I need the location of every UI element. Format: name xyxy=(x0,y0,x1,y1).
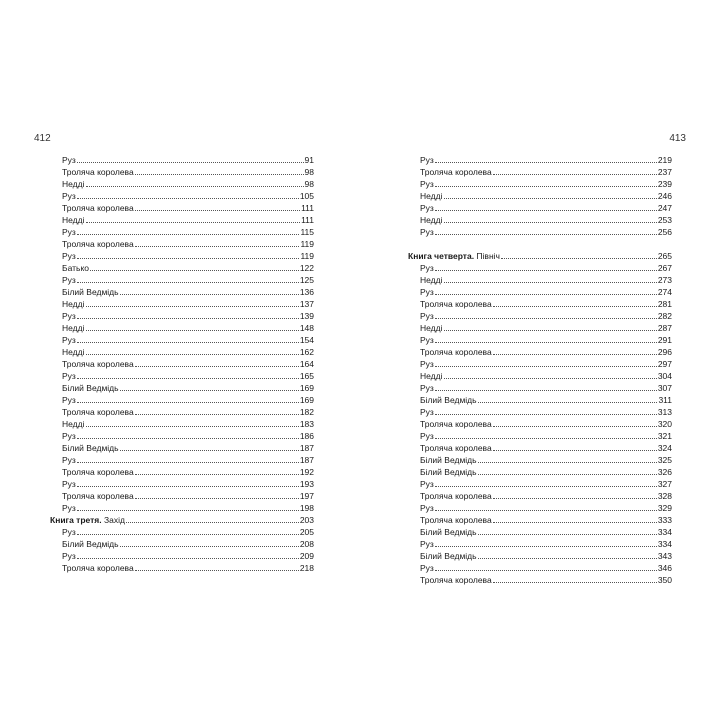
dot-leader xyxy=(435,270,657,271)
dot-leader xyxy=(120,546,299,547)
toc-entry-page: 187 xyxy=(299,443,314,453)
toc-entry-page: 281 xyxy=(657,299,672,309)
toc-entry xyxy=(408,286,672,298)
toc-entry-title: Недді xyxy=(62,323,85,333)
toc-entry-title: Недді xyxy=(420,371,443,381)
toc-entry-page: 209 xyxy=(299,551,314,561)
dot-leader xyxy=(86,426,299,427)
toc-entry xyxy=(50,334,314,346)
toc-entry xyxy=(408,430,672,442)
toc-entry-title: Руз xyxy=(420,155,434,165)
toc-entry-title: Руз xyxy=(62,455,76,465)
toc-entry xyxy=(50,238,314,250)
dot-leader xyxy=(493,306,657,307)
toc-entry xyxy=(408,334,672,346)
toc-entry xyxy=(50,322,314,334)
section-title xyxy=(408,250,500,262)
toc-entry-page: 291 xyxy=(657,335,672,345)
toc-entry xyxy=(408,370,672,382)
page-number: 412 xyxy=(34,133,51,144)
toc-entry-page: 111 xyxy=(301,215,314,225)
dot-leader xyxy=(435,342,657,343)
toc-entry-title: Троляча королева xyxy=(420,491,492,501)
toc-entry xyxy=(50,538,314,550)
dot-leader xyxy=(435,186,657,187)
toc-entry-title: Троляча королева xyxy=(420,515,492,525)
toc-entry-page: 148 xyxy=(299,323,314,333)
section-spacer xyxy=(408,238,672,250)
toc-entry-title: Руз xyxy=(420,203,434,213)
toc-entry xyxy=(50,454,314,466)
dot-leader xyxy=(493,426,657,427)
toc-entry-title: Троляча королева xyxy=(420,347,492,357)
dot-leader xyxy=(86,354,299,355)
toc-entry-page: 169 xyxy=(299,383,314,393)
toc-entry-title: Руз xyxy=(62,275,76,285)
toc-entry-page: 325 xyxy=(657,455,672,465)
toc-entry xyxy=(50,394,314,406)
toc-entry-title: Руз xyxy=(420,431,434,441)
dot-leader xyxy=(77,162,304,163)
toc-entry xyxy=(408,178,672,190)
toc-entry-title: Білий Ведмідь xyxy=(420,467,477,477)
toc-entry-title: Руз xyxy=(62,335,76,345)
toc-entry xyxy=(408,562,672,574)
dot-leader xyxy=(444,198,657,199)
toc-entry-title: Руз xyxy=(62,227,76,237)
toc-entry xyxy=(50,178,314,190)
toc-entry-page: 105 xyxy=(299,191,314,201)
toc-list xyxy=(408,154,672,586)
toc-entry xyxy=(408,538,672,550)
dot-leader xyxy=(77,438,299,439)
toc-entry xyxy=(408,514,672,526)
dot-leader xyxy=(435,162,657,163)
toc-entry-title: Недді xyxy=(420,275,443,285)
toc-entry-title: Білий Ведмідь xyxy=(420,527,477,537)
dot-leader xyxy=(493,174,657,175)
toc-entry-page: 296 xyxy=(657,347,672,357)
toc-entry-title: Троляча королева xyxy=(62,167,134,177)
toc-entry-page: 256 xyxy=(657,227,672,237)
toc-entry xyxy=(50,526,314,538)
toc-entry-page: 183 xyxy=(299,419,314,429)
dot-leader xyxy=(126,522,299,523)
toc-entry-page: 287 xyxy=(657,323,672,333)
toc-entry-page: 182 xyxy=(299,407,314,417)
toc-entry-title: Руз xyxy=(420,503,434,513)
dot-leader xyxy=(77,486,299,487)
toc-entry-title: Білий Ведмідь xyxy=(62,539,119,549)
toc-entry-title: Недді xyxy=(62,215,85,225)
dot-leader xyxy=(77,198,299,199)
section-title-bold: Книга третя. xyxy=(50,515,102,525)
toc-entry-title: Троляча королева xyxy=(62,203,134,213)
toc-entry xyxy=(408,226,672,238)
toc-entry-title: Руз xyxy=(420,407,434,417)
dot-leader xyxy=(435,570,657,571)
toc-entry-title: Руз xyxy=(420,263,434,273)
toc-entry-title: Білий Ведмідь xyxy=(62,443,119,453)
toc-entry-page: 198 xyxy=(299,503,314,513)
toc-entry-title: Білий Ведмідь xyxy=(420,455,477,465)
toc-entry-page: 111 xyxy=(301,203,314,213)
section-title-rest: Північ xyxy=(474,251,500,261)
dot-leader xyxy=(435,366,657,367)
toc-entry-page: 197 xyxy=(299,491,314,501)
toc-entry-title: Руз xyxy=(62,371,76,381)
dot-leader xyxy=(77,510,299,511)
toc-entry-page: 350 xyxy=(657,575,672,585)
toc-entry-page: 334 xyxy=(657,539,672,549)
toc-entry-title: Недді xyxy=(420,191,443,201)
toc-entry xyxy=(408,154,672,166)
toc-entry-title: Руз xyxy=(62,431,76,441)
toc-entry-title: Троляча королева xyxy=(62,359,134,369)
dot-leader xyxy=(435,234,657,235)
dot-leader xyxy=(77,462,299,463)
toc-entry-title: Білий Ведмідь xyxy=(420,395,477,405)
dot-leader xyxy=(120,294,299,295)
toc-entry xyxy=(50,166,314,178)
toc-entry xyxy=(50,406,314,418)
dot-leader xyxy=(77,558,299,559)
toc-entry xyxy=(50,274,314,286)
toc-entry-page: 139 xyxy=(299,311,314,321)
toc-entry-page: 307 xyxy=(657,383,672,393)
right-page xyxy=(360,0,720,720)
toc-list xyxy=(50,154,314,574)
toc-entry xyxy=(50,478,314,490)
toc-entry-page: 247 xyxy=(657,203,672,213)
toc-entry xyxy=(50,370,314,382)
dot-leader xyxy=(493,354,657,355)
dot-leader xyxy=(77,378,299,379)
dot-leader xyxy=(493,522,657,523)
toc-entry-page: 334 xyxy=(657,527,672,537)
dot-leader xyxy=(444,330,657,331)
toc-entry-page: 343 xyxy=(657,551,672,561)
toc-entry-title: Руз xyxy=(420,539,434,549)
toc-entry xyxy=(50,550,314,562)
toc-entry-page: 327 xyxy=(657,479,672,489)
toc-entry-title: Руз xyxy=(62,503,76,513)
toc-entry-page: 205 xyxy=(299,527,314,537)
toc-entry-page: 237 xyxy=(657,167,672,177)
toc-entry-title: Руз xyxy=(62,251,76,261)
toc-entry-title: Недді xyxy=(420,215,443,225)
toc-entry-page: 219 xyxy=(657,155,672,165)
toc-entry-title: Білий Ведмідь xyxy=(62,383,119,393)
toc-entry-title: Троляча королева xyxy=(62,239,134,249)
dot-leader xyxy=(435,210,657,211)
dot-leader xyxy=(86,306,299,307)
dot-leader xyxy=(90,270,299,271)
toc-entry xyxy=(50,214,314,226)
toc-entry-page: 208 xyxy=(299,539,314,549)
toc-entry-page: 246 xyxy=(657,191,672,201)
toc-entry-title: Троляча королева xyxy=(420,443,492,453)
dot-leader xyxy=(86,222,301,223)
toc-entry-page: 324 xyxy=(657,443,672,453)
dot-leader xyxy=(135,570,299,571)
toc-entry-page: 169 xyxy=(299,395,314,405)
toc-entry-title: Руз xyxy=(62,155,76,165)
dot-leader xyxy=(444,378,657,379)
toc-entry-page: 98 xyxy=(304,167,314,177)
dot-leader xyxy=(77,258,300,259)
section-page: 265 xyxy=(657,251,672,261)
toc-entry-page: 346 xyxy=(657,563,672,573)
toc-entry xyxy=(408,190,672,202)
toc-entry-page: 192 xyxy=(299,467,314,477)
section-page: 203 xyxy=(299,515,314,525)
dot-leader xyxy=(86,186,304,187)
toc-entry xyxy=(408,166,672,178)
toc-entry-title: Недді xyxy=(62,179,85,189)
toc-entry-page: 136 xyxy=(299,287,314,297)
toc-entry xyxy=(408,478,672,490)
toc-entry-title: Троляча королева xyxy=(62,407,134,417)
toc-entry-page: 273 xyxy=(657,275,672,285)
toc-entry xyxy=(408,310,672,322)
toc-entry xyxy=(408,202,672,214)
toc-entry xyxy=(408,274,672,286)
toc-entry xyxy=(408,262,672,274)
dot-leader xyxy=(478,462,657,463)
dot-leader xyxy=(86,330,299,331)
toc-entry-page: 186 xyxy=(299,431,314,441)
dot-leader xyxy=(444,222,657,223)
toc-entry xyxy=(408,214,672,226)
dot-leader xyxy=(77,534,299,535)
dot-leader xyxy=(444,282,657,283)
dot-leader xyxy=(135,174,304,175)
dot-leader xyxy=(77,342,299,343)
toc-entry-title: Троляча королева xyxy=(62,491,134,501)
toc-entry-title: Недді xyxy=(62,419,85,429)
toc-entry-title: Недді xyxy=(420,323,443,333)
toc-entry-title: Троляча королева xyxy=(62,563,134,573)
toc-entry xyxy=(50,190,314,202)
toc-entry xyxy=(50,418,314,430)
toc-entry-page: 328 xyxy=(657,491,672,501)
dot-leader xyxy=(135,366,299,367)
toc-entry xyxy=(408,358,672,370)
toc-entry-title: Руз xyxy=(420,311,434,321)
toc-entry-page: 119 xyxy=(300,251,314,261)
toc-entry-page: 239 xyxy=(657,179,672,189)
toc-entry-title: Білий Ведмідь xyxy=(420,551,477,561)
toc-entry-page: 137 xyxy=(299,299,314,309)
toc-entry xyxy=(408,418,672,430)
toc-entry xyxy=(50,382,314,394)
toc-entry-title: Руз xyxy=(420,287,434,297)
dot-leader xyxy=(435,390,657,391)
dot-leader xyxy=(435,546,657,547)
toc-entry xyxy=(408,526,672,538)
toc-entry-title: Руз xyxy=(420,335,434,345)
toc-entry-page: 193 xyxy=(299,479,314,489)
toc-entry-page: 329 xyxy=(657,503,672,513)
dot-leader xyxy=(478,534,657,535)
dot-leader xyxy=(478,474,657,475)
dot-leader xyxy=(478,402,658,403)
toc-entry-page: 218 xyxy=(299,563,314,573)
toc-entry-title: Руз xyxy=(62,311,76,321)
toc-entry xyxy=(50,226,314,238)
toc-entry-page: 320 xyxy=(657,419,672,429)
toc-entry-title: Троляча королева xyxy=(62,467,134,477)
toc-entry-title: Руз xyxy=(62,191,76,201)
toc-entry-title: Троляча королева xyxy=(420,419,492,429)
toc-entry-title: Троляча королева xyxy=(420,575,492,585)
dot-leader xyxy=(435,510,657,511)
dot-leader xyxy=(493,498,657,499)
toc-entry-page: 122 xyxy=(299,263,314,273)
toc-entry xyxy=(50,202,314,214)
toc-entry-page: 98 xyxy=(304,179,314,189)
dot-leader xyxy=(77,234,300,235)
toc-entry-title: Руз xyxy=(420,563,434,573)
toc-entry-title: Троляча королева xyxy=(420,167,492,177)
page-number: 413 xyxy=(669,133,686,144)
toc-entry-title: Руз xyxy=(420,383,434,393)
dot-leader xyxy=(493,582,657,583)
section-heading xyxy=(50,514,314,526)
toc-entry-title: Недді xyxy=(62,347,85,357)
toc-entry xyxy=(408,442,672,454)
dot-leader xyxy=(77,318,299,319)
section-title-bold: Книга четверта. xyxy=(408,251,475,261)
toc-entry xyxy=(50,250,314,262)
toc-entry-title: Руз xyxy=(420,359,434,369)
dot-leader xyxy=(135,246,300,247)
toc-entry xyxy=(50,502,314,514)
toc-entry xyxy=(50,430,314,442)
toc-entry xyxy=(408,406,672,418)
toc-entry xyxy=(50,562,314,574)
dot-leader xyxy=(493,450,657,451)
toc-entry-page: 253 xyxy=(657,215,672,225)
toc-entry-title: Руз xyxy=(420,227,434,237)
dot-leader xyxy=(435,414,657,415)
toc-entry-page: 321 xyxy=(657,431,672,441)
dot-leader xyxy=(435,438,657,439)
toc-entry xyxy=(50,286,314,298)
toc-entry-page: 304 xyxy=(657,371,672,381)
dot-leader xyxy=(478,558,657,559)
toc-entry xyxy=(408,550,672,562)
toc-entry xyxy=(408,502,672,514)
dot-leader xyxy=(435,318,657,319)
toc-entry xyxy=(50,346,314,358)
toc-entry-page: 313 xyxy=(657,407,672,417)
toc-entry-page: 125 xyxy=(299,275,314,285)
toc-entry-title: Руз xyxy=(420,179,434,189)
toc-entry-title: Білий Ведмідь xyxy=(62,287,119,297)
dot-leader xyxy=(77,402,299,403)
toc-entry xyxy=(50,442,314,454)
dot-leader xyxy=(501,258,657,259)
toc-entry xyxy=(50,310,314,322)
toc-entry-page: 333 xyxy=(657,515,672,525)
toc-entry xyxy=(408,322,672,334)
toc-entry-title: Руз xyxy=(62,479,76,489)
dot-leader xyxy=(135,498,299,499)
toc-entry xyxy=(50,358,314,370)
toc-entry xyxy=(408,394,672,406)
toc-entry-page: 91 xyxy=(304,155,314,165)
toc-entry xyxy=(408,466,672,478)
section-heading xyxy=(408,250,672,262)
dot-leader xyxy=(135,414,299,415)
toc-entry xyxy=(408,382,672,394)
toc-entry xyxy=(408,454,672,466)
toc-entry-title: Недді xyxy=(62,299,85,309)
toc-entry xyxy=(50,154,314,166)
toc-entry-title: Руз xyxy=(62,395,76,405)
toc-entry xyxy=(50,466,314,478)
toc-entry xyxy=(408,346,672,358)
toc-entry-page: 162 xyxy=(299,347,314,357)
toc-entry-page: 119 xyxy=(300,239,314,249)
toc-entry-page: 165 xyxy=(299,371,314,381)
toc-entry-page: 311 xyxy=(658,395,672,405)
section-title xyxy=(50,514,125,526)
toc-entry-page: 326 xyxy=(657,467,672,477)
toc-entry xyxy=(50,298,314,310)
toc-entry-page: 297 xyxy=(657,359,672,369)
toc-entry-page: 267 xyxy=(657,263,672,273)
toc-entry xyxy=(50,490,314,502)
dot-leader xyxy=(435,486,657,487)
section-title-rest: Захід xyxy=(101,515,125,525)
toc-entry-page: 154 xyxy=(299,335,314,345)
dot-leader xyxy=(135,474,299,475)
dot-leader xyxy=(135,210,300,211)
toc-entry xyxy=(50,262,314,274)
toc-entry-page: 274 xyxy=(657,287,672,297)
toc-entry-title: Батько xyxy=(62,263,89,273)
toc-entry xyxy=(408,298,672,310)
toc-entry-title: Руз xyxy=(420,479,434,489)
dot-leader xyxy=(120,450,299,451)
toc-entry-title: Троляча королева xyxy=(420,299,492,309)
toc-entry-title: Руз xyxy=(62,551,76,561)
toc-entry-page: 164 xyxy=(299,359,314,369)
toc-entry-title: Руз xyxy=(62,527,76,537)
dot-leader xyxy=(435,294,657,295)
toc-entry xyxy=(408,574,672,586)
dot-leader xyxy=(77,282,299,283)
toc-entry-page: 187 xyxy=(299,455,314,465)
dot-leader xyxy=(120,390,299,391)
toc-entry xyxy=(408,490,672,502)
toc-entry-page: 282 xyxy=(657,311,672,321)
toc-entry-page: 115 xyxy=(300,227,314,237)
